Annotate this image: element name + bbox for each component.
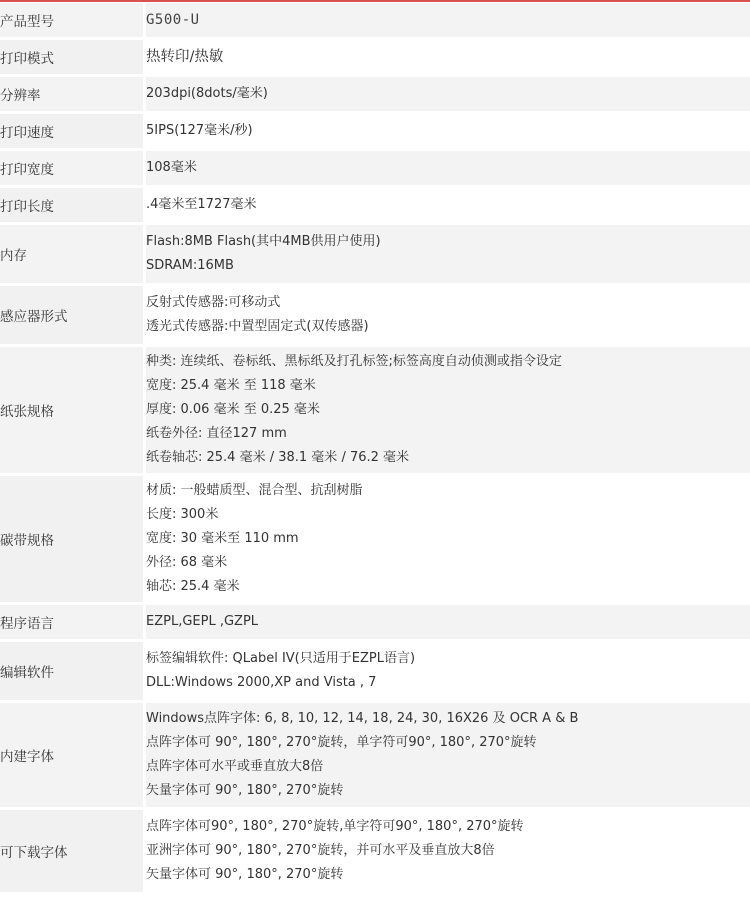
- spec-row-memory: [0, 225, 750, 283]
- spec-line: 种类: 连续纸、卷标纸、黑标纸及打孔标签;标签高度自动侦测或指令设定: [146, 354, 562, 369]
- spec-line: 纸卷外径: 直径127 mm: [146, 426, 287, 441]
- spec-row-sensor: [0, 286, 750, 344]
- spec-row-model: [0, 3, 750, 37]
- spec-line: 反射式传感器:可移动式: [146, 295, 281, 310]
- spec-value: [146, 605, 750, 639]
- spec-line: 108毫米: [146, 160, 197, 175]
- spec-line: 203dpi(8dots/毫米): [146, 86, 268, 101]
- spec-line: 纸卷轴芯: 25.4 毫米 / 38.1 毫米 / 76.2 毫米: [146, 450, 410, 465]
- spec-line: 5IPS(127毫米/秒): [146, 123, 253, 138]
- spec-value: [146, 476, 750, 602]
- spec-value: [146, 151, 750, 185]
- spec-row-print-length: [0, 188, 750, 222]
- spec-label: 可下载字体: [0, 810, 143, 892]
- spec-value: [146, 3, 750, 37]
- spec-line: DLL:Windows 2000,XP and Vista , 7: [146, 675, 377, 690]
- spec-line: SDRAM:16MB: [146, 258, 234, 273]
- spec-line: 长度: 300米: [146, 507, 219, 522]
- spec-row-print-width: [0, 151, 750, 185]
- spec-line: 点阵字体可90°, 180°, 270°旋转,单字符可90°, 180°, 270°旋转: [146, 819, 524, 834]
- spec-line: 矢量字体可 90°, 180°, 270°旋转: [146, 867, 344, 882]
- spec-row-language: [0, 605, 750, 639]
- spec-label: 打印长度: [0, 188, 143, 222]
- spec-label: 编辑软件: [0, 642, 143, 700]
- spec-label: 打印速度: [0, 114, 143, 148]
- spec-label: 打印宽度: [0, 151, 143, 185]
- spec-row-downloadable-fonts: [0, 810, 750, 892]
- spec-row-ribbon: [0, 476, 750, 602]
- spec-line: Flash:8MB Flash(其中4MB供用户使用): [146, 234, 381, 249]
- spec-label: 纸张规格: [0, 347, 143, 473]
- spec-line: 轴芯: 25.4 毫米: [146, 579, 240, 594]
- spec-value: [146, 40, 750, 74]
- spec-value: [146, 703, 750, 807]
- spec-value: [146, 188, 750, 222]
- spec-line: 透光式传感器:中置型固定式(双传感器): [146, 319, 369, 334]
- spec-line: 亚洲字体可 90°, 180°, 270°旋转，并可水平及垂直放大8倍: [146, 843, 495, 858]
- spec-row-paper: [0, 347, 750, 473]
- spec-line: 材质: 一般蜡质型、混合型、抗刮树脂: [146, 483, 363, 498]
- spec-label: 打印模式: [0, 40, 143, 74]
- spec-line: EZPL,GEPL ,GZPL: [146, 614, 259, 629]
- spec-line: 热转印/热敏: [146, 49, 224, 65]
- spec-line: 宽度: 30 毫米至 110 mm: [146, 531, 299, 546]
- spec-line: 点阵字体可水平或垂直放大8倍: [146, 759, 324, 774]
- spec-value: [146, 347, 750, 473]
- spec-row-software: [0, 642, 750, 700]
- spec-value: [146, 286, 750, 344]
- spec-value: [146, 642, 750, 700]
- spec-row-print-speed: [0, 114, 750, 148]
- spec-line: 外径: 68 毫米: [146, 555, 228, 570]
- spec-line: 点阵字体可 90°, 180°, 270°旋转，单字符可90°, 180°, 270°旋转: [146, 735, 537, 750]
- spec-line: .4毫米至1727毫米: [146, 197, 257, 212]
- spec-row-resolution: [0, 77, 750, 111]
- spec-value: [146, 810, 750, 892]
- spec-line: Windows点阵字体: 6, 8, 10, 12, 14, 18, 24, 30, 16X26 及 OCR A & B: [146, 711, 579, 726]
- spec-value: [146, 225, 750, 283]
- spec-line: G500-U: [146, 12, 200, 28]
- spec-label: 产品型号: [0, 3, 143, 37]
- spec-label: 感应器形式: [0, 286, 143, 344]
- spec-label: 内建字体: [0, 703, 143, 807]
- spec-value: [146, 114, 750, 148]
- spec-label: 内存: [0, 225, 143, 283]
- spec-line: 厚度: 0.06 毫米 至 0.25 毫米: [146, 402, 320, 417]
- spec-label: 分辨率: [0, 77, 143, 111]
- spec-value: [146, 77, 750, 111]
- spec-line: 矢量字体可 90°, 180°, 270°旋转: [146, 783, 344, 798]
- spec-label: 程序语言: [0, 605, 143, 639]
- spec-row-print-mode: [0, 40, 750, 74]
- spec-row-builtin-fonts: [0, 703, 750, 807]
- spec-line: 标签编辑软件: QLabel IV(只适用于EZPL语言): [146, 651, 416, 666]
- spec-line: 宽度: 25.4 毫米 至 118 毫米: [146, 378, 316, 393]
- spec-label: 碳带规格: [0, 476, 143, 602]
